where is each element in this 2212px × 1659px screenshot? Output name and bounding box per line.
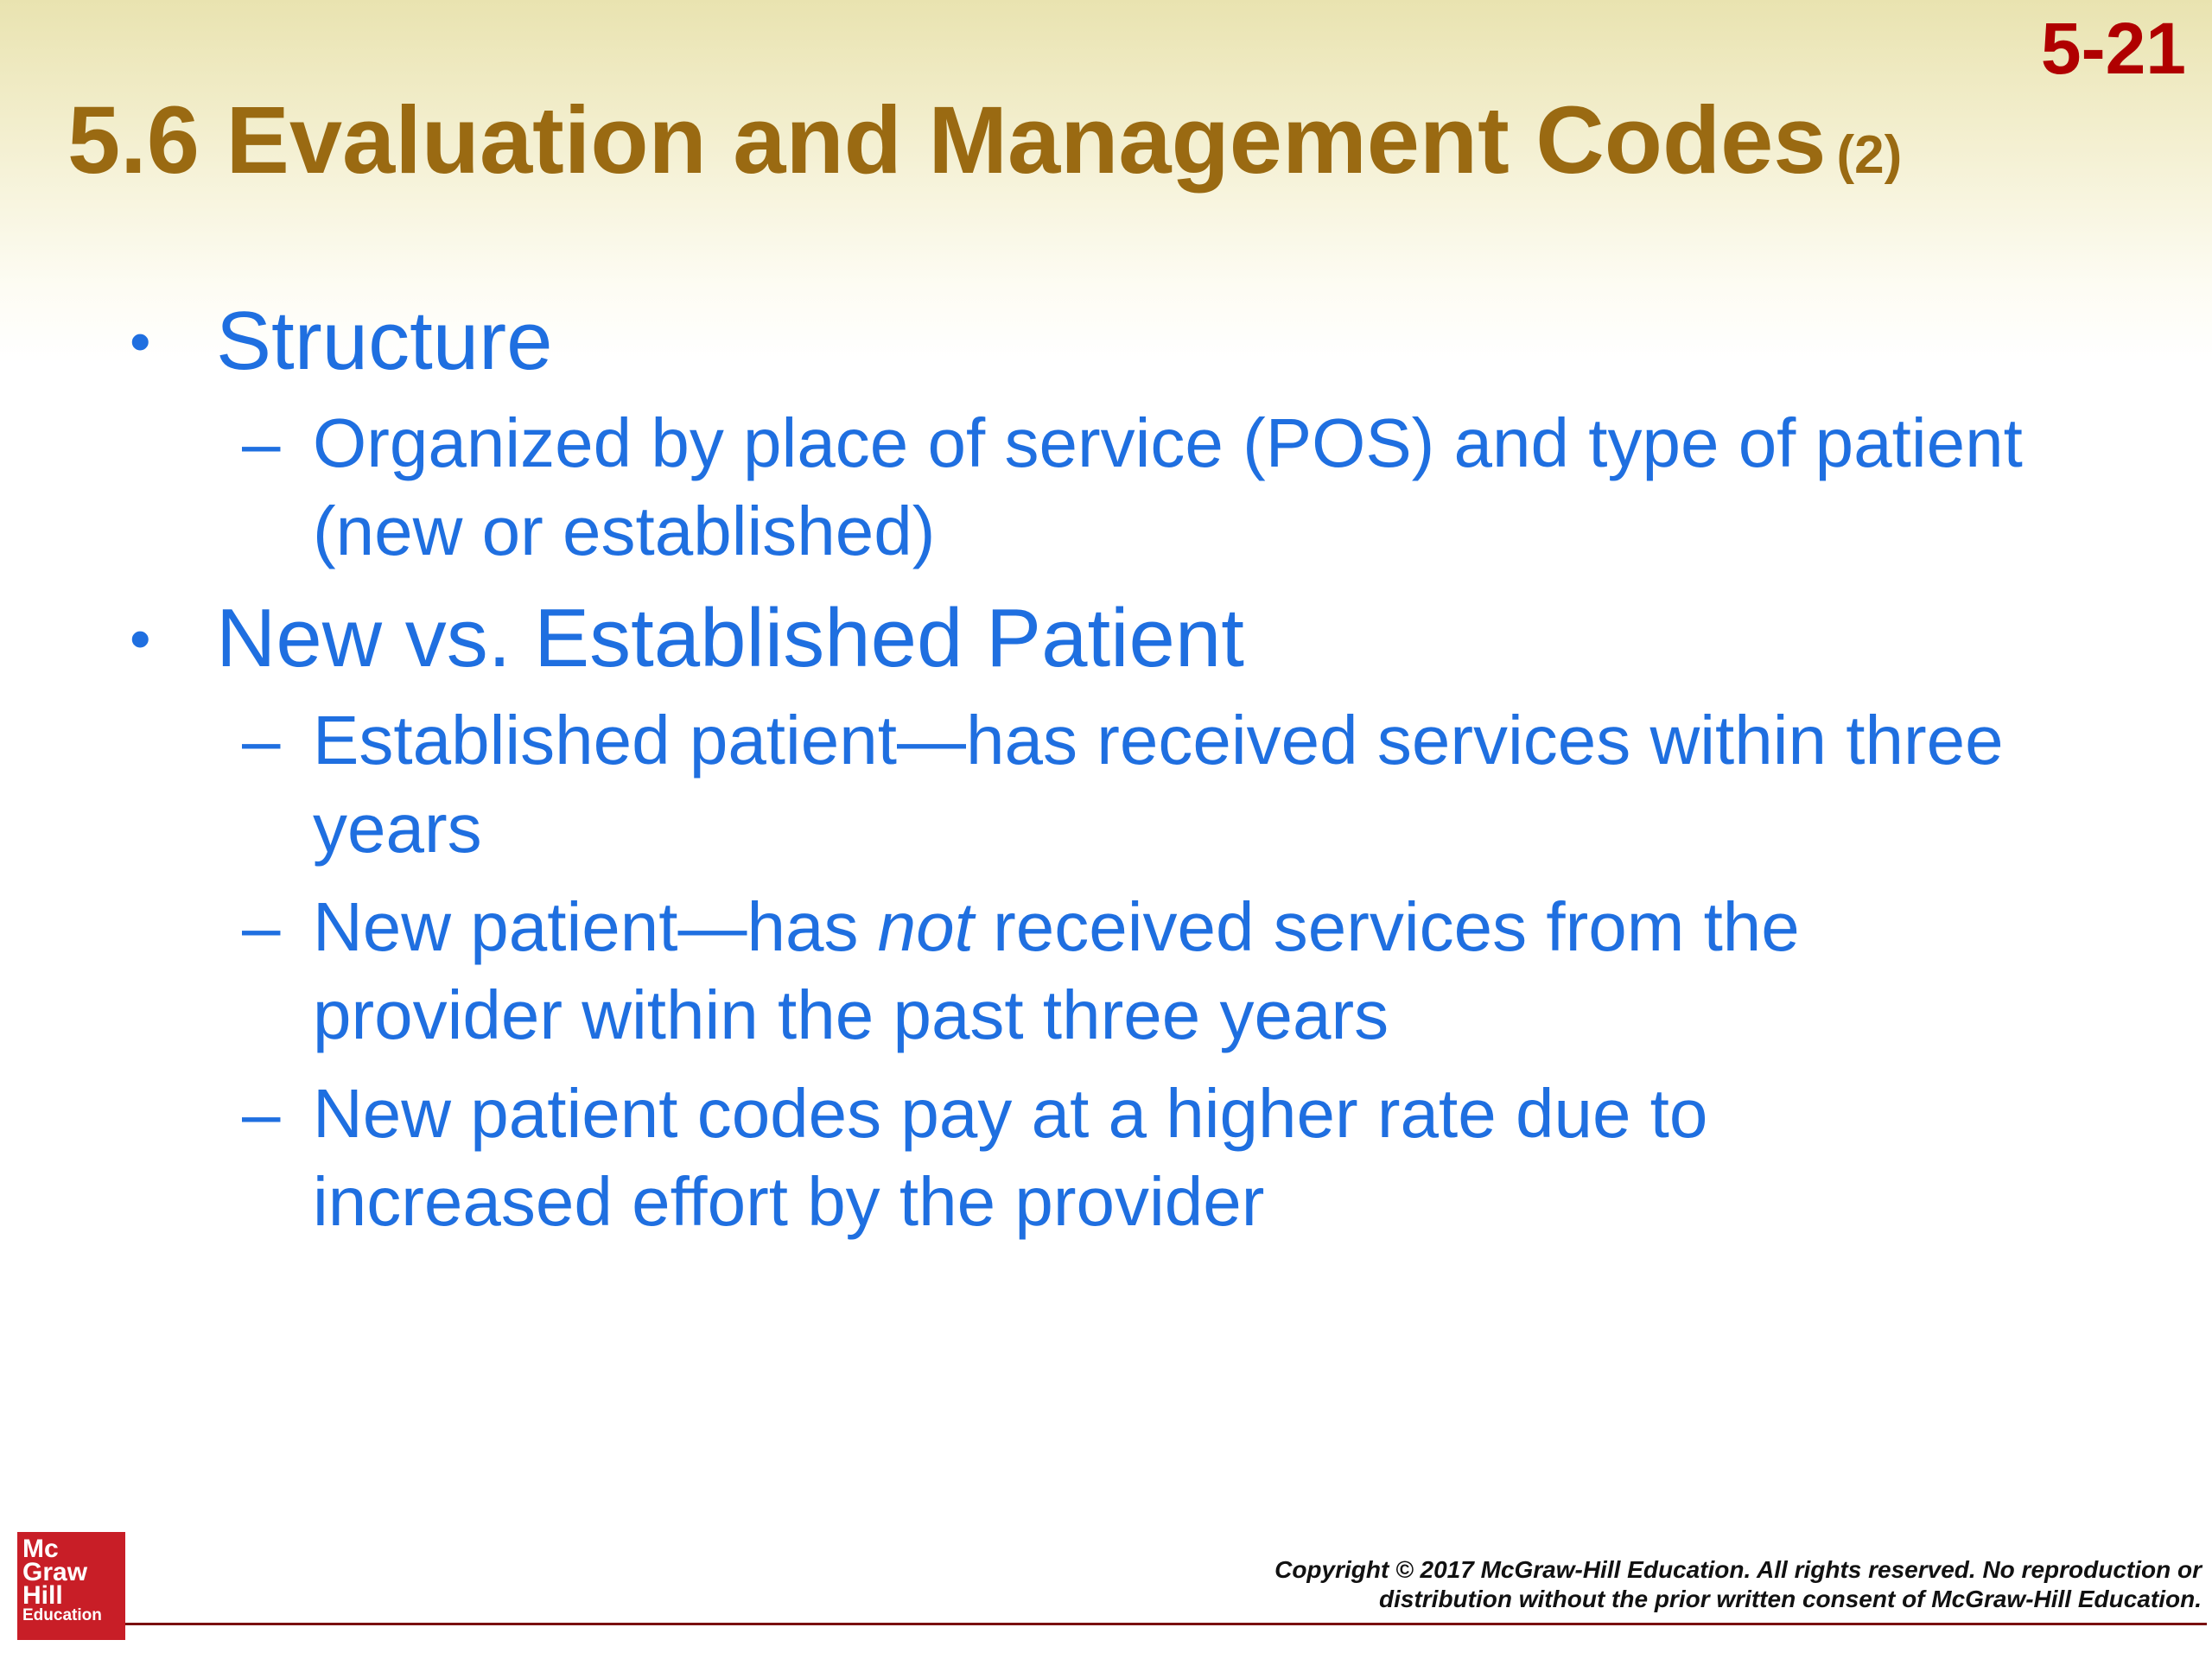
copyright-notice [1274,1555,2202,1614]
emphasis-not: not [877,888,974,965]
sub-bullet-new-patient [242,883,2117,1059]
bullet-label: Structure [216,295,553,387]
dash-marker: – [242,404,281,481]
bullet-structure [130,294,2117,389]
copyright-line-1: Copyright © 2017 McGraw-Hill Education. All rights reserved. No reproduction or [1274,1556,2202,1583]
copyright-line-2: distribution without the prior written consent of McGraw-Hill Education. [1379,1586,2202,1612]
bullet-new-vs-established [130,591,2117,686]
slide-title-text: 5.6 Evaluation and Management Codes [67,87,1827,194]
sub-bullet-higher-rate [242,1070,2117,1246]
logo-line-3: Hill [22,1581,63,1610]
dash-marker: – [242,888,281,965]
sub-bullet-text [313,883,2024,1059]
sub-bullet-organized [242,399,2117,575]
sub-bullet-text: Organized by place of service (POS) and type of patient (new or established) [313,404,2023,569]
footer-divider [125,1623,2207,1625]
sub-bullet-established-patient [242,696,2117,873]
bullet-label: New vs. Established Patient [216,592,1244,684]
sub-bullet-text-after: received services from the provider within the past three years [313,888,1800,1053]
logo-line-2: Graw [22,1558,88,1586]
slide-title-suffix: (2) [1836,125,1903,185]
bullet-marker: • [130,308,151,375]
slide-number: 5-21 [2040,8,2186,89]
sub-bullet-text: Established patient—has received services within three years [313,702,2004,867]
slide-title [67,86,1902,196]
sub-bullet-text: New patient codes pay at a higher rate due to increased effort by the provider [313,1075,1708,1240]
logo-line-1: Mc [22,1535,59,1563]
slide-body [130,294,2117,1246]
mcgraw-hill-logo [17,1532,125,1640]
bullet-marker: • [130,605,151,672]
dash-marker: – [242,1075,281,1152]
logo-line-4: Education [22,1606,102,1624]
sub-bullet-text-before: New patient—has [313,888,878,965]
dash-marker: – [242,702,281,779]
